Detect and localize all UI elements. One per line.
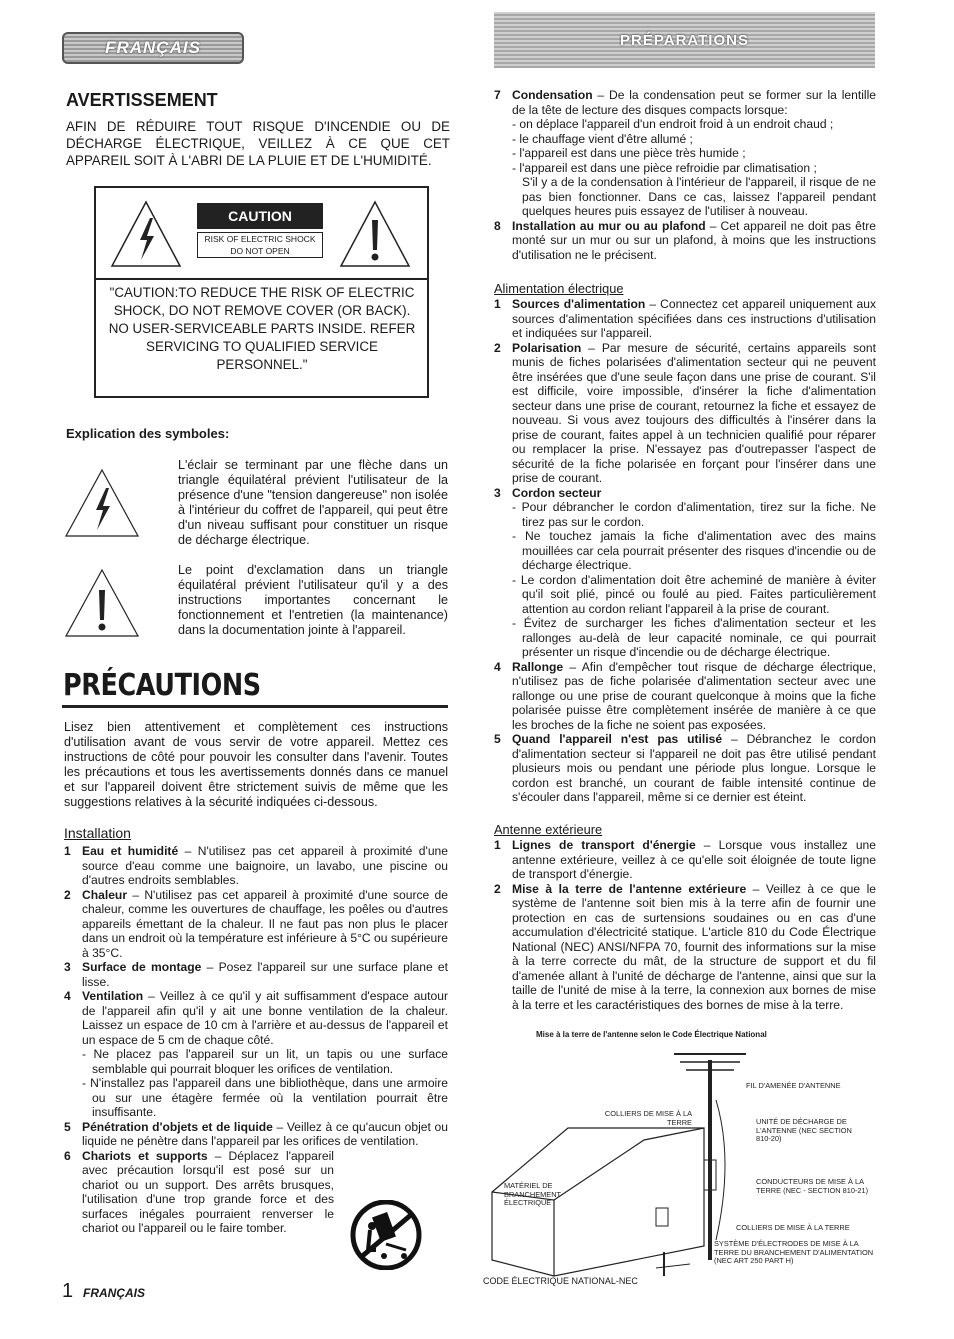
- list-item: 4 Rallonge – Afin d'empêcher tout risque de décharge électrique, n'utilisez pas de fiche polarisée d'alimentation secteur avec une rallonge ou une prise de courant quelconque à moins que la fiche polarisée puisse être complètement insérée de manière à ce que les broches de la fiche ne soient pas exposées.: [494, 659, 876, 732]
- list-item: 2 Polarisation – Par mesure de sécurité, certains appareils sont munis de fiches polarisées d'alimentation secteur qui ne peuvent être insérées que d'une seule façon dans une prise de courant. S'il est difficile, voire impossible, d'insérer la fiche d'alimentation secteur dans une prise de courant, retournez la fiche et essayez de nouveau. Si vous avez toujours des difficultés à l'insérer dans la prise de courant, faites appel à un technicien qualifié pour réparer ou remplacer la prise. N'essayez pas d'outrepasser l'aspect de sécurité de la fiche polarisée en forçant pour l'insérer dans une prise de courant.: [494, 340, 876, 485]
- diagram-label-equipment: MATÉRIEL DE BRANCHEMENT ÉLECTRIQUE: [504, 1181, 561, 1208]
- diagram-caption: CODE ÉLECTRIQUE NATIONAL-NEC: [483, 1276, 638, 1286]
- power-heading: Alimentation électrique: [494, 281, 624, 296]
- precautions-title: PRÉCAUTIONS: [63, 668, 261, 703]
- section-tab: PRÉPARATIONS: [494, 12, 875, 68]
- list-item: 5 Pénétration d'objets et de liquide – Veillez à ce qu'aucun objet ou liquide ne pénètre dans l'appareil par les orifices de ventilation.: [64, 1119, 448, 1148]
- list-item: 8 Installation au mur ou au plafond – Cet appareil ne doit pas être monté sur un mur ou sur un plafond, à moins que les instructions d'utilisation ne le précisent.: [494, 218, 876, 262]
- diagram-label-lead-in: FIL D'AMENÉE D'ANTENNE: [746, 1081, 841, 1090]
- exclamation-triangle-icon: [339, 200, 411, 268]
- list-item: 2 Mise à la terre de l'antenne extérieure – Veillez à ce que le système de l'antenne soit bien mis à la terre afin de fournir une protection en cas de surtensions soudaines ou en cas d'une accumulation d'électricité statique. L'article 810 du Code Électrique National (NEC) ANSI/NFPA 70, fournit des informations sur la mise à la terre correcte du mât, de la structure de support et du fil d'amenée allant à l'unité de décharge de l'antenne, ainsi que sur la taille de l'unité de mise à la terre, la connexion aux bornes de mise à la terre et les caractéristiques des bornes de mise à la terre.: [494, 881, 876, 1012]
- list-item: 5 Quand l'appareil n'est pas utilisé – Débranchez le cordon d'alimentation secteur si l'appareil ne doit pas être utilisé pendant plusieurs mois ou pendant une période plus longue. Lorsque le cordon est branché, un courant de faible intensité continue de s'écouler dans l'appareil, même si ce dernier est éteint.: [494, 732, 876, 804]
- caution-message: "CAUTION:TO REDUCE THE RISK OF ELECTRIC SHOCK, DO NOT REMOVE COVER (OR BACK). NO USER-SERVICEABLE PARTS INSIDE. REFER SERVICING TO QUALIFIED SERVICE PERSONNEL.": [108, 285, 416, 372]
- diagram-title: Mise à la terre de l'antenne selon le Code Électrique National: [536, 1030, 767, 1039]
- list-item: 6 Chariots et supports – Déplacez l'appareil avec précaution lorsqu'il est posé sur un chariot ou un support. Des arrêts brusques, l'utilisation d'une trop grande force et des surfaces inégales pourraient renverser le chariot ou l'appareil ou le faire tomber.: [64, 1148, 334, 1235]
- antenna-grounding-diagram: [484, 1040, 876, 1280]
- precautions-rule: [62, 705, 448, 708]
- installation-list-continued: [494, 88, 876, 262]
- list-item: 4 Ventilation – Veillez à ce qu'il y ait suffisamment d'espace autour de l'appareil afin qu'il y ait une bonne ventilation de la chaleur. Laissez un espace de 10 cm à l'arrière et au-dessus de l'appareil et un espace de 5 cm de chaque côté. - Ne placez pas l'appareil sur un lit, un tapis ou une surface semblable qui pourrait bloquer les orifices de ventilation. - N'installez pas l'appareil dans une bibliothèque, dans une armoire ou sur une étagère fermée où la ventilation pourrait être insuffisante.: [64, 989, 448, 1119]
- diagram-label-clamps: COLLIERS DE MISE À LA TERRE: [604, 1109, 692, 1127]
- lightning-triangle-icon: [110, 200, 182, 268]
- page-number: 1: [62, 1280, 74, 1302]
- caution-label: CAUTION: [197, 203, 323, 229]
- caution-top: [96, 188, 427, 280]
- language-tab: FRANÇAIS: [62, 32, 244, 64]
- exclamation-explanation: Le point d'exclamation dans un triangle équilatéral prévient l'utilisateur qu'il y a des instructions importantes concernant le fonctionnement et l'entretien (la maintenance) dans la documentation jointe à l'appareil.: [178, 563, 448, 637]
- precautions-intro: Lisez bien attentivement et complètement ces instructions d'utilisation avant de vous servir de votre appareil. Mettez ces instructions de côté pour pouvoir les consulter dans l'avenir. Toutes les précautions et tous les avertissements donnés dans ce manuel et sur l'appareil doivent être strictement suivis de même que les suggestions relatives à la sécurité indiquées ci-dessous.: [64, 720, 448, 809]
- installation-list: [64, 844, 448, 1236]
- list-item: 3 Surface de montage – Posez l'appareil sur une surface plane et lisse.: [64, 960, 449, 989]
- lightning-triangle-icon: [64, 468, 140, 538]
- diagram-label-conductors: CONDUCTEURS DE MISE À LA TERRE (NEC - SECTION 810-21): [756, 1177, 869, 1195]
- list-item: 7 Condensation – De la condensation peut se former sur la lentille de la tête de lecture des disques compacts lorsque: - on déplace l'appareil d'un endroit froid à un endroit chaud ; - le chauffage vient d'être allumé ; - l'appareil est dans une pièce très humide ; - l'appareil est dans une pièce refroidie par climatisation ; S'il y a de la condensation à l'intérieur de l'appareil, il risque de ne pas bien fonctionner. Dans ce cas, laissez l'appareil pendant quelques heures puis essayez de l'utiliser à nouveau.: [494, 88, 876, 218]
- cart-warning-icon: [346, 1200, 426, 1270]
- warning-text: AFIN DE RÉDUIRE TOUT RISQUE D'INCENDIE OU DE DÉCHARGE ÉLECTRIQUE, VEILLEZ À CE QUE CET APPAREIL SOIT À L'ABRI DE LA PLUIE ET DE L'HUMIDITÉ.: [66, 119, 450, 168]
- antenna-list: [494, 838, 876, 1012]
- exclamation-triangle-icon: [64, 568, 140, 638]
- symbols-heading: Explication des symboles:: [66, 426, 230, 441]
- caution-small-text: RISK OF ELECTRIC SHOCK DO NOT OPEN: [197, 232, 323, 258]
- footer-language: FRANÇAIS: [83, 1286, 145, 1300]
- antenna-heading: Antenne extérieure: [494, 822, 603, 837]
- power-list: [494, 297, 876, 805]
- list-item: 3 Cordon secteur - Pour débrancher le cordon d'alimentation, tirez sur la fiche. Ne tirez pas sur le cordon. - Ne touchez jamais la fiche d'alimentation avec des mains mouillées car cela pourrait présenter des risques d'incendie ou de décharge électrique. - Le cordon d'alimentation doit être acheminé de manière à éviter qu'il soit plié, pincé ou foulé au pied. Faites particulièrement attention au cordon reliant l'appareil à la prise de courant. - Évitez de surcharger les fiches d'alimentation secteur et les rallonges au-delà de leur capacité nominale, ce qui pourrait présenter un risque d'incendie ou de décharge électrique.: [494, 485, 876, 659]
- lightning-explanation: L'éclair se terminant par une flèche dans un triangle équilatéral prévient l'utilisateur de la présence d'une "tension dangereuse" non isolée à l'intérieur du coffret de l'appareil, qui peut être d'un niveau suffisant pour constituer un risque de décharge électrique.: [178, 458, 448, 547]
- list-item: 1 Eau et humidité – N'utilisez pas cet appareil à proximité d'une source d'eau comme une baignoire, un lavabo, une piscine ou d'autres endroits semblables.: [64, 844, 449, 887]
- diagram-label-discharge: UNITÉ DE DÉCHARGE DE L'ANTENNE (NEC SECTION 810-20): [756, 1117, 852, 1144]
- diagram-label-clamps-2: COLLIERS DE MISE À LA TERRE: [736, 1223, 850, 1232]
- list-item: 1 Lignes de transport d'énergie – Lorsque vous installez une antenne extérieure, veillez à ce qu'elle soit éloignée de toute ligne de transport d'énergie.: [494, 838, 876, 881]
- caution-box: [94, 186, 429, 398]
- list-item: 1 Sources d'alimentation – Connectez cet appareil uniquement aux sources d'alimentation spécifiées dans ces instructions d'utilisation et indiquées sur l'appareil.: [494, 297, 877, 340]
- list-item: 2 Chaleur – N'utilisez pas cet appareil à proximité d'une source de chaleur, comme les ouvertures de chauffage, les poêles ou d'autres appareils émettant de la chaleur. Il ne faut pas non plus le placer dans un endroit où la température est inférieure à 5°C ou supérieure à 35°C.: [64, 887, 448, 960]
- diagram-label-electrode: SYSTÈME D'ÉLECTRODES DE MISE À LA TERRE DU BRANCHEMENT D'ALIMENTATION (NEC ART 250 PART H): [714, 1239, 874, 1266]
- warning-title: AVERTISSEMENT: [66, 90, 218, 110]
- installation-heading: Installation: [64, 825, 131, 841]
